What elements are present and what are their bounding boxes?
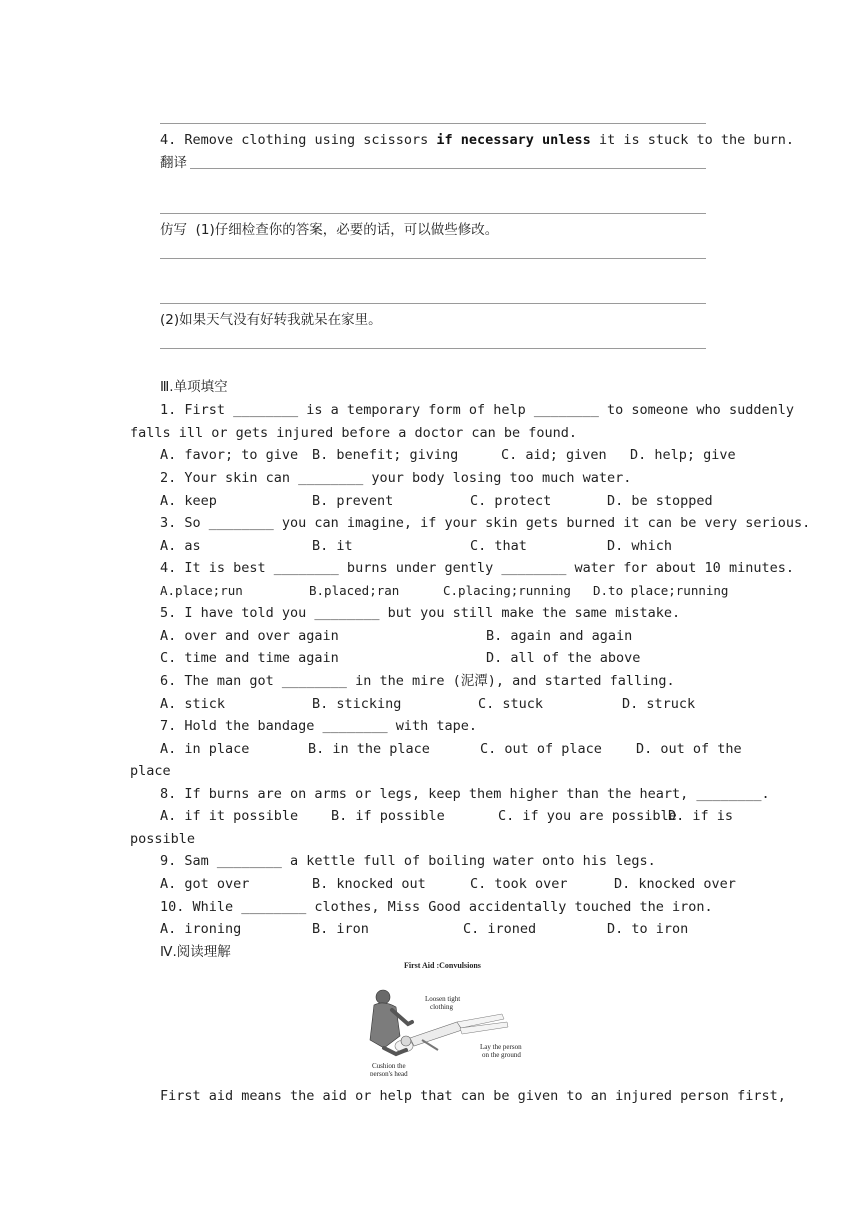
q9-option-a: A. got over <box>160 876 250 892</box>
translate-label: 翻译 <box>160 155 187 171</box>
section-4-heading: Ⅳ.阅读理解 <box>160 944 231 960</box>
q9-option-b: B. knocked out <box>312 876 426 892</box>
q4-option-b: B.placed;ran <box>309 583 400 598</box>
question-3-stem: 3. So ________ you can imagine, if your skin gets burned it can be very serious. <box>160 515 811 531</box>
q4-option-a: A.place;run <box>160 583 243 598</box>
lying-person-torso <box>410 1022 462 1046</box>
lying-person-arm <box>422 1040 438 1050</box>
q5-option-d: D. all of the above <box>486 650 641 666</box>
imitate-prompt-2: (2)如果天气没有好转我就呆在家里。 <box>160 312 382 328</box>
imitate-prompt-1: (1)仔细检查你的答案，必要的话，可以做些修改。 <box>195 222 499 238</box>
q6-option-a: A. stick <box>160 696 226 712</box>
q8-option-c: C. if you are possible <box>498 808 677 824</box>
label-cushion-1: Cushion the <box>372 1062 406 1070</box>
question-10-stem: 10. While ________ clothes, Miss Good accidentally touched the iron. <box>160 899 713 915</box>
question-2-stem: 2. Your skin can ________ your body losing too much water. <box>160 470 632 486</box>
lying-person-head <box>401 1036 411 1046</box>
q3-option-c: C. that <box>470 538 527 554</box>
q7-option-d: D. out of the <box>636 741 742 757</box>
question-7-stem: 7. Hold the bandage ________ with tape. <box>160 718 477 734</box>
q10-option-c: C. ironed <box>463 921 537 937</box>
q5-option-b: B. again and again <box>486 628 633 644</box>
q8-option-d-wrap: possible <box>130 831 196 847</box>
q9-option-d: D. knocked over <box>614 876 736 892</box>
item-4-bold-phrase: if necessary unless <box>436 132 591 148</box>
q3-option-b: B. it <box>312 538 353 554</box>
q1-option-b: B. benefit; giving <box>312 447 459 463</box>
item-4-text-after: it is stuck to the burn. <box>590 132 795 148</box>
q7-option-b: B. in the place <box>308 741 430 757</box>
q1-option-c: C. aid; given <box>501 447 607 463</box>
q10-option-b: B. iron <box>312 921 369 937</box>
q6-option-d: D. struck <box>622 696 696 712</box>
imitate-row-1 <box>160 221 498 239</box>
q4-option-d: D.to place;running <box>593 583 729 598</box>
answer-line <box>160 258 706 259</box>
answer-line <box>160 123 706 124</box>
question-1-stem-continued: falls ill or gets injured before a doctor can be found. <box>130 425 578 441</box>
label-cushion-2: person's head <box>370 1070 408 1076</box>
q10-option-a: A. ironing <box>160 921 242 937</box>
label-lay-2: on the ground <box>482 1051 521 1059</box>
q3-option-a: A. as <box>160 538 201 554</box>
label-lay-1: Lay the person <box>480 1043 522 1051</box>
answer-line <box>160 348 706 349</box>
first-aid-illustration <box>362 958 532 1076</box>
helper-body <box>370 1003 400 1048</box>
question-8-stem: 8. If burns are on arms or legs, keep them higher than the heart, ________. <box>160 786 770 802</box>
reading-passage-line-1: First aid means the aid or help that can be given to an injured person first, <box>160 1088 786 1104</box>
q1-option-d: D. help; give <box>630 447 736 463</box>
q8-option-b: B. if possible <box>331 808 445 824</box>
item-4-sentence <box>160 131 794 149</box>
question-1-stem: 1. First ________ is a temporary form of help ________ to someone who suddenly <box>160 402 794 418</box>
q2-option-d: D. be stopped <box>607 493 713 509</box>
question-5-stem: 5. I have told you ________ but you still make the same mistake. <box>160 605 681 621</box>
question-6-stem: 6. The man got ________ in the mire (泥潭), and started falling. <box>160 673 675 689</box>
q2-option-b: B. prevent <box>312 493 394 509</box>
helper-head <box>376 990 390 1004</box>
q9-option-c: C. took over <box>470 876 568 892</box>
q6-option-b: B. sticking <box>312 696 402 712</box>
q6-option-c: C. stuck <box>478 696 544 712</box>
q4-option-c: C.placing;running <box>443 583 571 598</box>
q1-option-a: A. favor; to give <box>160 447 299 463</box>
translate-answer-line <box>190 168 706 169</box>
q5-option-a: A. over and over again <box>160 628 339 644</box>
q8-option-d: D. if is <box>668 808 734 824</box>
q3-option-d: D. which <box>607 538 673 554</box>
q5-option-c: C. time and time again <box>160 650 339 666</box>
label-loosen-1: Loosen tight <box>425 995 461 1003</box>
q2-option-a: A. keep <box>160 493 217 509</box>
question-4-stem: 4. It is best ________ burns under gently ________ water for about 10 minutes. <box>160 560 794 576</box>
q10-option-d: D. to iron <box>607 921 689 937</box>
figure-title: First Aid :Convulsions <box>404 961 481 970</box>
q7-option-a: A. in place <box>160 741 250 757</box>
item-4-text-before: Remove clothing using scissors <box>184 132 437 148</box>
item-4-number: 4. <box>160 132 177 148</box>
q2-option-c: C. protect <box>470 493 552 509</box>
answer-line <box>160 213 706 214</box>
q8-option-a: A. if it possible <box>160 808 299 824</box>
q7-option-d-wrap: place <box>130 763 171 779</box>
section-3-heading: Ⅲ.单项填空 <box>160 379 228 395</box>
answer-line <box>160 303 706 304</box>
question-9-stem: 9. Sam ________ a kettle full of boiling water onto his legs. <box>160 853 656 869</box>
label-loosen-2: clothing <box>430 1003 453 1011</box>
imitate-label: 仿写 <box>160 222 187 238</box>
q7-option-c: C. out of place <box>480 741 602 757</box>
